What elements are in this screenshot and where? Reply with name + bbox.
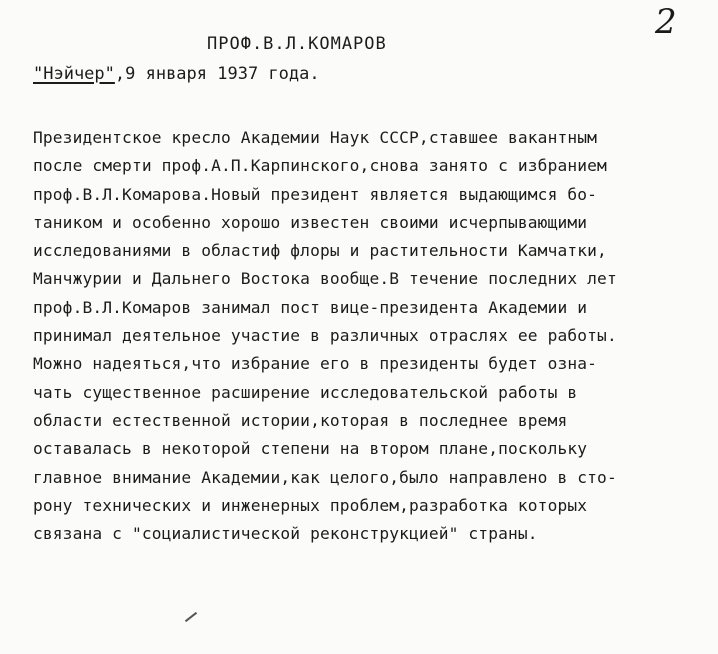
- text-line: чать существенное расширение исследовательской работы в: [33, 382, 578, 402]
- document-heading: ПРОФ.В.Л.КОМАРОВ: [207, 34, 387, 54]
- text-line: оставалась в некоторой степени на втором плане,поскольку: [33, 439, 588, 459]
- stray-pen-mark: [185, 612, 197, 622]
- text-line: после смерти проф.А.П.Карпинского,снова занято с избранием: [33, 156, 607, 176]
- publication-date: ,9 января 1937 года.: [114, 64, 320, 84]
- text-line: рону технических и инженерных проблем,разработка которых: [33, 495, 588, 515]
- source-line: [33, 64, 320, 84]
- text-line: Можно надеяться,что избрание его в президенты будет озна-: [33, 354, 598, 374]
- text-line: Президентское кресло Академии Наук СССР,ставшее вакантным: [33, 128, 598, 147]
- article-body: [33, 124, 703, 548]
- text-line: исследованиями в областиф флоры и растительности Камчатки,: [33, 241, 607, 261]
- text-line: таником и особенно хорошо известен своими исчерпывающими: [33, 212, 588, 232]
- text-line: проф.В.Л.Комарова.Новый президент является выдающимся бо-: [33, 184, 598, 204]
- publication-name: "Нэйчер": [33, 64, 115, 84]
- text-line: принимал деятельное участие в различных отраслях ее работы.: [33, 326, 617, 346]
- text-line: проф.В.Л.Комаров занимал пост вице-президента Академии и: [33, 297, 588, 317]
- text-line: Манчжурии и Дальнего Востока вообще.В течение последних лет: [33, 269, 617, 289]
- text-line: связана с "социалистической реконструкцией" страны.: [33, 524, 538, 544]
- handwritten-page-number: 2: [655, 2, 677, 42]
- text-line: главное внимание Академии,как целого,было направлено в сто-: [33, 467, 617, 487]
- text-line: области естественной истории,которая в последнее время: [33, 410, 568, 430]
